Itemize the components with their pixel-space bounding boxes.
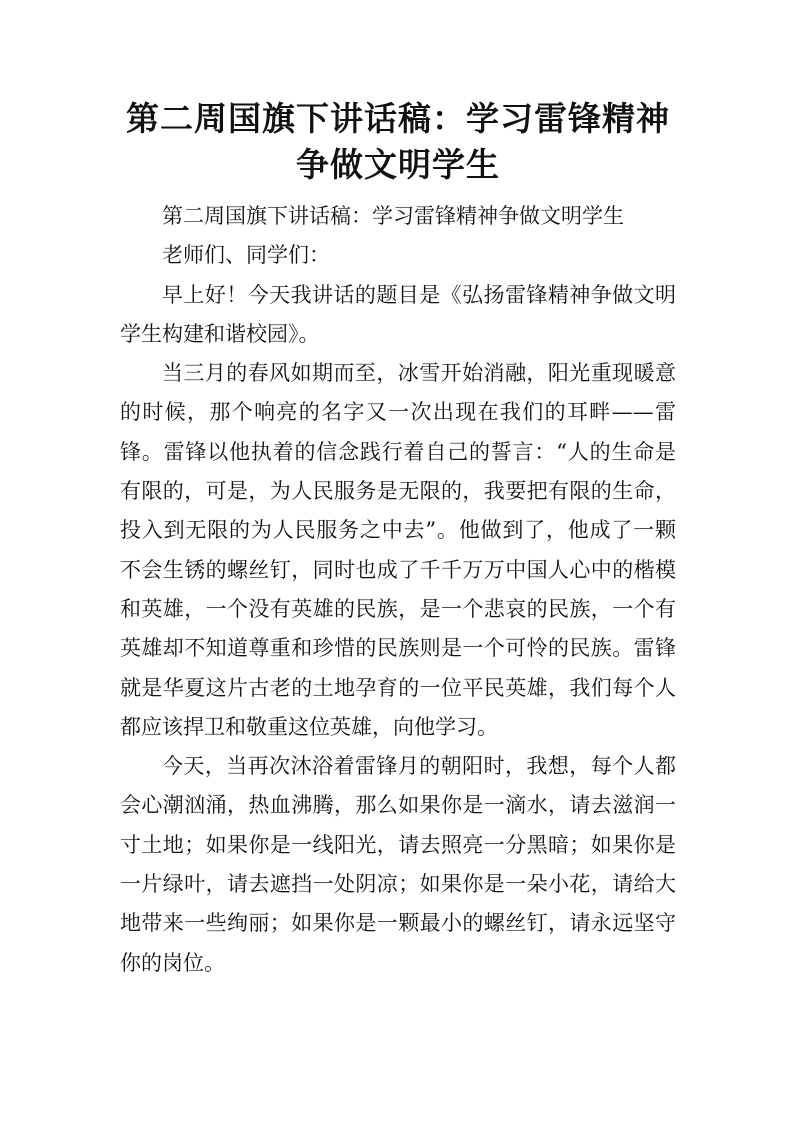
document-body [120,197,676,983]
paragraph-call-to-action: 今天，当再次沐浴着雷锋月的朝阳时，我想，每个人都会心潮汹涌，热血沸腾，那么如果你是一滴水，请去滋润一寸土地；如果你是一线阳光，请去照亮一分黑暗；如果你是一片绿叶，请去遮挡一处阴凉；如果你是一朵小花，请给大地带来一些绚丽；如果你是一颗最小的螺丝钉，请永远坚守你的岗位。 [120,754,676,975]
paragraph-subtitle: 第二周国旗下讲话稿：学习雷锋精神争做文明学生 [162,204,624,228]
paragraph-leifeng-story: 当三月的春风如期而至，冰雪开始消融，阳光重现暖意的时候，那个响亮的名字又一次出现在我们的耳畔——雷锋。雷锋以他执着的信念践行着自己的誓言：“人的生命是有限的，可是，为人民服务是无限的，我要把有限的生命，投入到无限的为人民服务之中去”。他做到了，他成了一颗不会生锈的螺丝钉，同时也成了千千万万中国人心中的楷模和英雄，一个没有英雄的民族，是一个悲哀的民族，一个有英雄却不知道尊重和珍惜的民族则是一个可怜的民族。雷锋就是华夏这片古老的土地孕育的一位平民英雄，我们每个人都应该捍卫和敬重这位英雄，向他学习。 [120,361,676,739]
document-title: 第二周国旗下讲话稿：学习雷锋精神 争做文明学生 [126,99,670,184]
paragraph-greeting: 早上好！今天我讲话的题目是《弘扬雷锋精神争做文明学生构建和谐校园》。 [120,282,676,346]
paragraph-salutation: 老师们、同学们： [162,243,330,268]
